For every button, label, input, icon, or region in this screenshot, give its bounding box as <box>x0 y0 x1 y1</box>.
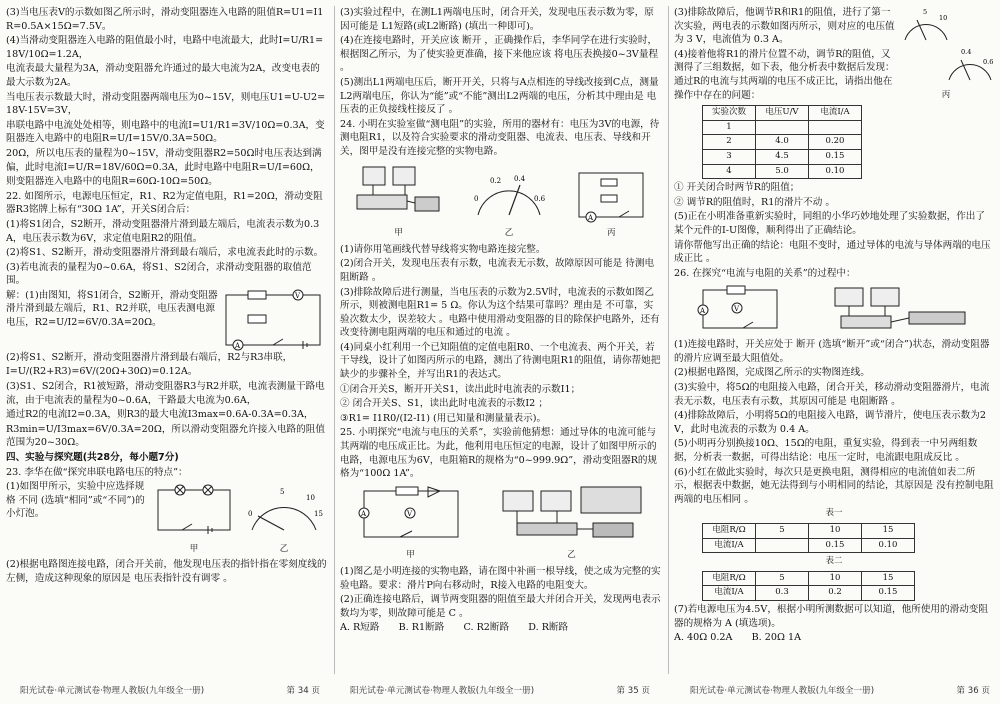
svg-text:0.4: 0.4 <box>961 48 972 56</box>
text-line: (1)请你用笔画线代替导线将实物电路连接完整。 <box>340 243 546 255</box>
text-line: (1)将S1闭合，S2断开，滑动变阻器滑片滑到最左端后，电流表示数为0.3A，电压表示数为6V，求定值电阻R2的阻值。 <box>6 218 320 244</box>
text-line: (3)排除故障后进行测量，当电压表的示数为2.5V时，电流表的示数如图乙所示，则被测电阻R1= 5 Ω。你认为这个结果可靠吗？理由是 不可靠，实验次数太少，误差较大 。电路中使用滑动变阻器的目的除保护电路外，还有 改变待测电阻两端的电压和通过的电流 。 <box>340 286 660 339</box>
page-number: 第 34 页 <box>286 686 320 696</box>
table-cell: 电流I/A <box>703 538 756 553</box>
text-line: (4)在连接电路时，开关应该 断开 ，正确操作后，李华同学在进行实验时，根据图乙所示，为了使实验更准确，接下来他应该 将电压表换接0~3V量程 。 <box>340 35 659 74</box>
svg-text:5: 5 <box>923 8 928 16</box>
column-divider <box>668 6 669 674</box>
text-line: I=U/(R2+R3)=6V/(20Ω+30Ω)=0.12A。 <box>6 366 198 378</box>
figure-caption: 乙 <box>567 550 576 561</box>
table-cell: 2 <box>703 135 756 150</box>
text-line: (4)排除故障后，小明将5Ω的电阻接入电路，调节滑片，使电压表示数为2V，此时电流表的示数为 0.4 A。 <box>674 410 986 435</box>
table-header: 电压U/V <box>756 106 809 121</box>
table-cell <box>809 120 862 135</box>
svg-text:15: 15 <box>314 510 323 519</box>
column-divider <box>334 6 335 674</box>
svg-text:A: A <box>235 341 241 350</box>
text-line: (5)小明再分别换接10Ω、15Ω的电阻，重复实验，得到表一中另两组数据，分析表一数据，可得出结论：电压一定时，电流跟电阻成反比 。 <box>674 438 978 464</box>
page-footer <box>350 684 650 698</box>
table-cell: 5 <box>756 571 809 586</box>
table-cell: 电阻R/Ω <box>703 571 756 586</box>
table-cell: 0.15 <box>809 149 862 164</box>
table-title: 表一 <box>825 508 843 519</box>
text-line: ③R1= I1R0/(I2-I1) (用已知量和测量量表示)。 <box>340 412 547 424</box>
page-number: 第 35 页 <box>616 686 650 696</box>
table-cell: 0.15 <box>809 538 862 553</box>
text-line: A. 40Ω 0.2A B. 20Ω 1A <box>674 632 802 644</box>
table-cell: 电阻R/Ω <box>703 524 756 539</box>
figure-row-24 <box>340 161 662 241</box>
text-line: (1)图乙是小明连接的实物电路，请在图中补画一根导线，使之成为完整的实验电路。要求：滑片P向右移动时，R接入电路的电阻变大。 <box>340 566 661 591</box>
text-line: A. R短路 B. R1断路 C. R2断路 D. R断路 <box>340 622 569 634</box>
figure-caption: 甲 <box>406 550 415 561</box>
text-line: (5)测出L1两端电压后，断开开关，只将与A点相连的导线改接到C点，测量L2两端电压，你认为“能”或“不能”测出L2两端的电压，分析其中理由是 电压表的正负接线柱接反了 。 <box>340 76 659 116</box>
svg-text:10: 10 <box>939 14 948 22</box>
table-cell: 0.10 <box>809 164 862 179</box>
table-cell: 10 <box>809 524 862 539</box>
figure-row-26 <box>674 282 994 336</box>
circuit-diagram-24 <box>573 167 649 223</box>
text-line: (1)连接电路时，开关应处于 断开 (选填“断开”或“闭合”)状态，滑动变阻器的滑片应调至最大阻值处。 <box>674 339 990 364</box>
table-cell: 5 <box>756 524 809 539</box>
footer-title: 阳光试卷·单元测试卷·物理人教版(九年级全一册) <box>350 686 535 696</box>
svg-text:A: A <box>588 213 594 222</box>
footer-title: 阳光试卷·单元测试卷·物理人教版(九年级全一册) <box>690 686 875 696</box>
table-row <box>703 524 915 539</box>
table-header: 实验次数 <box>703 106 756 121</box>
question-23: 23. 李华在做“探究串联电路电压的特点”： <box>6 466 188 478</box>
text-line: (3)实验中，将5Ω的电阻接入电路，闭合开关，移动滑动变阻器滑片，电流表无示数，电压表有示数，其原因可能是 电阻断路 。 <box>674 382 990 407</box>
figure-caption: 丙 <box>607 228 616 239</box>
svg-text:0: 0 <box>248 510 253 519</box>
column-left <box>6 6 328 674</box>
text-line: (3)当电压表V的示数如图乙所示时，滑动变阻器连入电路的阻值R=U1=I1R=0.5A×15Ω=7.5V。 <box>6 7 324 32</box>
table-cell: 4.0 <box>756 135 809 150</box>
data-table-2 <box>702 523 915 553</box>
table-row <box>703 120 862 135</box>
figure-caption: 乙 <box>504 228 514 239</box>
text-line: (2)将S1、S2断开，滑动变阻器滑片滑到最右端后，求电流表此时的示数。 <box>6 247 324 259</box>
table-cell: 15 <box>862 524 915 539</box>
svg-text:V: V <box>734 305 740 314</box>
meter-dials-icon <box>899 6 993 84</box>
page-footer <box>690 684 990 698</box>
data-table-3 <box>702 571 915 601</box>
table-cell: 0.2 <box>809 586 862 601</box>
page-number: 第 36 页 <box>956 686 990 696</box>
text-line: 串联电路中电流处处相等，则电路中的电流I=U1/R1=3V/10Ω=0.3A，变阻器连入电路中的电阻R=U/I=15V/0.3A=50Ω。 <box>6 119 325 145</box>
figure-caption: 乙 <box>279 543 289 554</box>
figure-row-25 <box>340 483 662 563</box>
text-line: R3min=U/I3max=6V/0.3A=20Ω，所以滑动变阻器允许接入电路的阻值范围为20~30Ω。 <box>6 423 325 449</box>
svg-text:V: V <box>295 291 301 300</box>
table-cell: 1 <box>703 120 756 135</box>
apparatus-illustration-25 <box>497 483 647 545</box>
text-line: (3)实验过程中，在测L1两端电压时，闭合开关，发现电压表示数为零，原因可能是 L1短路(或L2断路) (填出一种即可)。 <box>340 7 654 32</box>
table-row <box>703 149 862 164</box>
text-line: (7)若电源电压为4.5V，根据小明所测数据可以知道，他所使用的滑动变阻器的规格为 A (填选项)。 <box>674 603 988 629</box>
question-22: 22. 如图所示，电源电压恒定，R1、R2为定值电阻，R1=20Ω，滑动变阻器R3铭牌上标有“30Ω 1A”，开关S闭合后： <box>6 190 323 216</box>
text-line: (2)将S1、S2断开，滑动变阻器滑片滑到最右端后，R2与R3串联， <box>6 351 293 363</box>
figure-caption: 甲 <box>394 228 403 239</box>
text-line: (2)根据电路图，完成图乙所示的实物图连线。 <box>674 367 870 379</box>
question-26: 26. 在探究“电流与电阻的关系”的过程中： <box>674 267 856 279</box>
table-cell <box>756 120 809 135</box>
svg-text:A: A <box>700 307 706 316</box>
text-line: (4)同桌小红利用一个已知阻值的定值电阻R0、一个电流表、两个开关，若干导线，设计了如图丙所示的电路，测出了待测电阻R1的阻值，请你帮她把缺少的步骤补全，并写出R1的表达式。 <box>340 341 661 381</box>
svg-text:5: 5 <box>280 488 285 497</box>
text-line: 请你帮他写出正确的结论：电阻不变时，通过导体的电流与导体两端的电压成正比 。 <box>674 239 991 265</box>
text-line: ② 调节R的阻值时，R1的滑片不动 。 <box>674 196 835 208</box>
table-cell: 0.10 <box>862 538 915 553</box>
table-cell: 5.0 <box>756 164 809 179</box>
svg-text:V: V <box>406 509 412 518</box>
svg-text:10: 10 <box>306 494 315 503</box>
table-row <box>703 538 915 553</box>
table-cell: 4 <box>703 164 756 179</box>
text-line: 电流表最大量程为3A，滑动变阻器允许通过的最大电流为2A，改变电表的最大示数为2A。 <box>6 63 320 88</box>
text-line: (2)正确连接电路后，调节两变阻器的阻值至最大并闭合开关，发现两电表示数均为零，则故障可能是 C 。 <box>340 594 661 619</box>
svg-text:0: 0 <box>473 194 479 203</box>
text-line: (2)闭合开关，发现电压表有示数，电流表无示数，故障原因可能是 待测电阻断路 。 <box>340 258 655 283</box>
footer-title: 阳光试卷·单元测试卷·物理人教版(九年级全一册) <box>20 686 205 696</box>
table-cell: 3 <box>703 149 756 164</box>
text-line: 通过R2的电流I2=0.3A，则R3的最大电流I3max=0.6A-0.3A=0.3A， <box>6 409 314 421</box>
text-line: ① 开关闭合时两节R的阻值； <box>674 182 800 194</box>
ammeter-dial-icon <box>470 171 548 223</box>
apparatus-illustration <box>353 161 445 223</box>
svg-text:0.6: 0.6 <box>983 58 993 66</box>
page-footer <box>20 684 320 698</box>
circuit-diagram-25 <box>356 483 466 545</box>
text-line: (2)根据电路图连接电路，闭合开关前，他发现电压表的指针指在零刻度线的左侧，造成这种现象的原因是 电压表指针没有调零 。 <box>6 559 327 584</box>
table-row <box>703 571 915 586</box>
table-cell: 0.15 <box>862 586 915 601</box>
section-heading: 四、实验与探究题(共28分，每小题7分) <box>6 452 179 464</box>
text-line: (4)接着他将R1的滑片位置不动，调节R的阻值，又测得了三组数据，如下表，他分析表中数据后发现：通过R的电流与其两端的电压不成正比，请指出他在操作中存在的问题： <box>674 48 895 101</box>
table-cell <box>756 538 809 553</box>
text-line: ② 闭合开关S、S1，读出此时电流表的示数I2 ； <box>340 398 548 410</box>
text-line: (6)小红在做此实验时，每次只是更换电阻，测得相应的电流值如表二所示，根据表中数据，她无法得到与小明相同的结论，其原因是 没有控制电阻两端的电压相同 。 <box>674 466 994 505</box>
text-line: (3)S1、S2闭合，R1被短路，滑动变阻器R3与R2并联，电流表测量干路电流，由于电流表的量程为0~0.6A，干路最大电流为0.6A， <box>6 381 325 406</box>
table-title: 表二 <box>825 556 843 567</box>
table-header: 电流I/A <box>809 106 862 121</box>
voltmeter-dial-icon <box>244 486 324 538</box>
table-row <box>703 164 862 179</box>
text-line: 20Ω，所以电压表的量程为0~15V，滑动变阻器R2=50Ω时电压表达到满偏，此时电流I=U/R=18V/60Ω=0.3A，此时电路中电阻R=U/I=60Ω， <box>6 147 322 173</box>
table-cell: 4.5 <box>756 149 809 164</box>
table-cell: 电流I/A <box>703 586 756 601</box>
figure-caption: 丙 <box>941 89 951 100</box>
apparatus-illustration-26 <box>831 282 971 336</box>
figure-caption: 甲 <box>189 543 199 554</box>
text-line: 当电压表示数最大时，滑动变阻器两端电压为0~15V，则电压U1=U-U2=18V-15V=3V， <box>6 91 326 117</box>
text-line: (1)如图甲所示，实验中应选择规格 不同 (选填“相同”或“不同”)的小灯泡。 <box>6 481 145 520</box>
table-row <box>703 586 915 601</box>
svg-text:0.2: 0.2 <box>489 176 502 185</box>
data-table-1 <box>702 105 862 179</box>
column-right <box>674 6 994 674</box>
text-line: (3)排除故障后，他调节R和R1的阻值，进行了第一次实验，两电表的示数如图丙所示，则对应的电压值为 3 V，电流值为 0.3 A。 <box>674 7 895 46</box>
text-line: ①闭合开关S，断开开关S1，读出此时电流表的示数I1； <box>340 383 581 395</box>
svg-text:A: A <box>360 509 366 518</box>
text-line: 解：(1)由图知，将S1闭合，S2断开，滑动变阻器滑片滑到最左端后，R1、R2并联，电压表测电源电压，R2=U/I2=6V/0.3A=20Ω。 <box>6 289 218 329</box>
table-cell: 10 <box>809 571 862 586</box>
text-line: (5)正在小明准备重新实验时，同组的小华巧妙地处理了实验数据，作出了某个元件的I-U图像，顺利得出了正确结论。 <box>674 211 985 236</box>
svg-text:0.6: 0.6 <box>533 194 546 203</box>
circuit-diagram-26 <box>697 282 785 336</box>
svg-text:0.4: 0.4 <box>513 174 526 183</box>
table-cell: 0.3 <box>756 586 809 601</box>
table-row <box>703 135 862 150</box>
column-middle <box>340 6 662 674</box>
circuit-diagram-22 <box>218 289 328 351</box>
question-25: 25. 小明探究“电流与电压的关系”，实验前他猜想：通过导体的电流可能与其两端的电压成正比。为此，他利用电压恒定的电源，设计了如图甲所示的电路，电源电压为6V，电阻箱R的规格为“0~999.9Ω”，滑动变阻器R的规格为“100Ω 1A”。 <box>340 427 658 480</box>
text-line: 则变阻器连入电路中的电阻R=60Ω-10Ω=50Ω。 <box>6 176 218 188</box>
text-line: (4)当滑动变阻器连入电路的阻值最小时，电路中电流最大，此时I=U/R1=18V/10Ω=1.2A， <box>6 35 324 60</box>
table-cell: 15 <box>862 571 915 586</box>
text-line: (3)若电流表的量程为0~0.6A，将S1、S2闭合，求滑动变阻器的取值范围。 <box>6 261 312 287</box>
table-cell: 0.20 <box>809 135 862 150</box>
question-24: 24. 小明在实验室做“测电阻”的实验，所用的器材有：电压为3V的电源，待测电阻R1，以及符合实验要求的滑动变阻器、电流表、电压表、导线和开关，图甲是没有连接完整的实物电路。 <box>340 118 660 157</box>
circuit-diagram-23 <box>152 482 236 538</box>
